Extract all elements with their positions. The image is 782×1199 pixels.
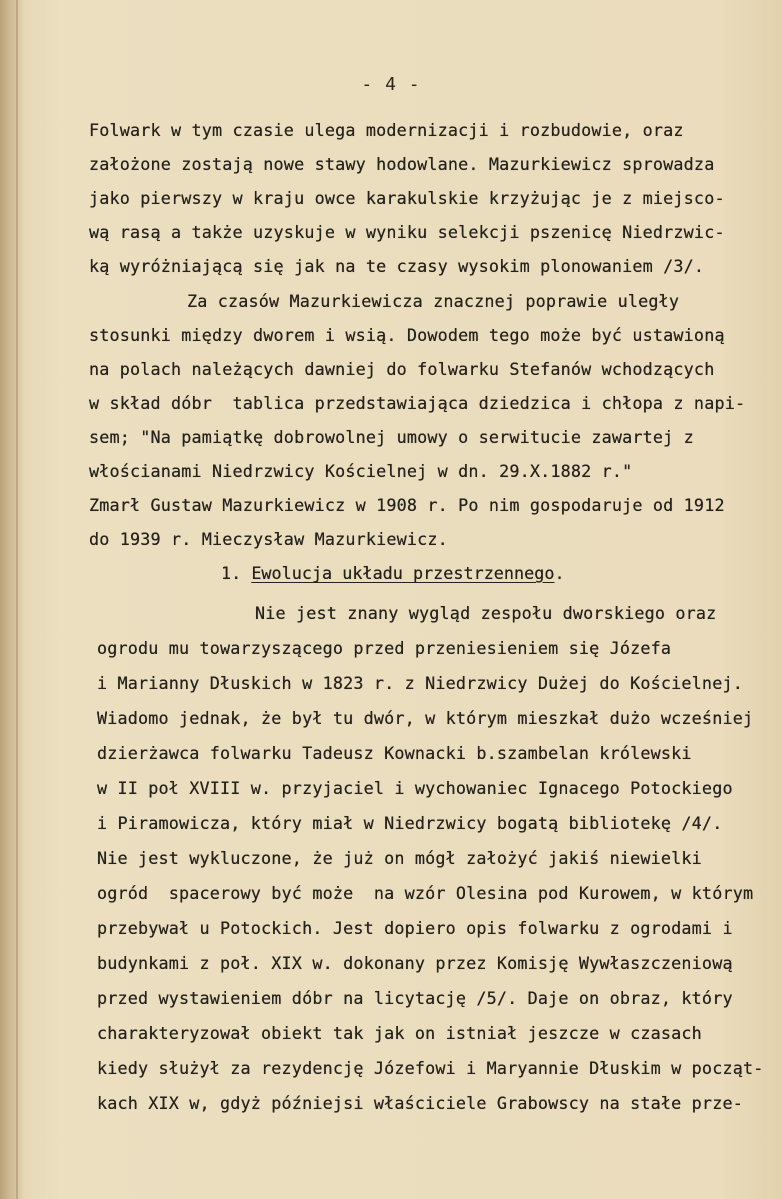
page-number: - 4 - bbox=[361, 74, 421, 95]
text-line: sem; "Na pamiątkę dobrowolnej umowy o serwitucie zawartej z bbox=[89, 427, 694, 447]
text-line: przed wystawieniem dóbr na licytację /5/. Daje on obraz, który bbox=[97, 988, 733, 1008]
section-number: 1. bbox=[221, 563, 242, 583]
text-line: Nie jest znany wygląd zespołu dworskiego oraz bbox=[255, 603, 717, 623]
text-line: jako pierwszy w kraju owce karakulskie krzyżując je z miejsco- bbox=[89, 188, 725, 208]
text-line: Nie jest wykluczone, że już on mógł założyć jakiś niewielki bbox=[97, 848, 702, 868]
text-line: Zmarł Gustaw Mazurkiewicz w 1908 r. Po nim gospodaruje od 1912 bbox=[89, 495, 725, 515]
text-line: na polach należących dawniej do folwarku Stefanów wchodzących bbox=[89, 359, 715, 379]
text-line: Folwark w tym czasie ulega modernizacji i rozbudowie, oraz bbox=[89, 120, 684, 140]
binding-edge bbox=[16, 0, 18, 1199]
text-line: w II poł XVIII w. przyjaciel i wychowaniec Ignacego Potockiego bbox=[97, 778, 733, 798]
text-line: przebywał u Potockich. Jest dopiero opis folwarku z ogrodami i bbox=[97, 918, 733, 938]
text-line: i Piramowicza, który miał w Niedrzwicy bogatą bibliotekę /4/. bbox=[97, 813, 723, 833]
text-line: ką wyróżniającą się jak na te czasy wysokim plonowaniem /3/. bbox=[89, 256, 705, 276]
text-line: dzierżawca folwarku Tadeusz Kownacki b.szambelan królewski bbox=[97, 743, 692, 763]
text-line: Wiadomo jednak, że był tu dwór, w którym mieszkał dużo wcześniej bbox=[97, 708, 754, 728]
text-line: stosunki między dworem i wsią. Dowodem tego może być ustawioną bbox=[89, 325, 725, 345]
text-line: w skład dóbr tablica przedstawiająca dziedzica i chłopa z napi- bbox=[89, 393, 746, 413]
text-line: Za czasów Mazurkiewicza znacznej poprawie uległy bbox=[187, 291, 680, 311]
binding-shadow bbox=[0, 0, 24, 1199]
text-line: do 1939 r. Mieczysław Mazurkiewicz. bbox=[89, 529, 448, 549]
text-line: kiedy służył za rezydencję Józefowi i Maryannie Dłuskim w począt- bbox=[97, 1058, 764, 1078]
text-line: wą rasą a także uzyskuje w wyniku selekcji pszenicę Niedrzwic- bbox=[89, 222, 725, 242]
text-line: kach XIX w, gdyż późniejsi właściciele Grabowscy na stałe prze- bbox=[97, 1093, 743, 1113]
section-title: Ewolucja układu przestrzennego bbox=[251, 563, 555, 583]
text-line: włościanami Niedrzwicy Kościelnej w dn. 29.X.1882 r." bbox=[89, 461, 633, 481]
text-line: ogrodu mu towarzyszącego przed przeniesieniem się Józefa bbox=[97, 638, 672, 658]
text-line: i Marianny Dłuskich w 1823 r. z Niedrzwicy Dużej do Kościelnej. bbox=[97, 673, 743, 693]
text-line: charakteryzował obiekt tak jak on istniał jeszcze w czasach bbox=[97, 1023, 702, 1043]
section-trailing: . bbox=[554, 563, 565, 583]
section-heading bbox=[221, 563, 565, 583]
text-line: ogród spacerowy być może na wzór Olesina pod Kurowem, w którym bbox=[97, 883, 754, 903]
text-line: założone zostają nowe stawy hodowlane. Mazurkiewicz sprowadza bbox=[89, 154, 715, 174]
text-line: budynkami z poł. XIX w. dokonany przez Komisję Wywłaszczeniową bbox=[97, 953, 733, 973]
